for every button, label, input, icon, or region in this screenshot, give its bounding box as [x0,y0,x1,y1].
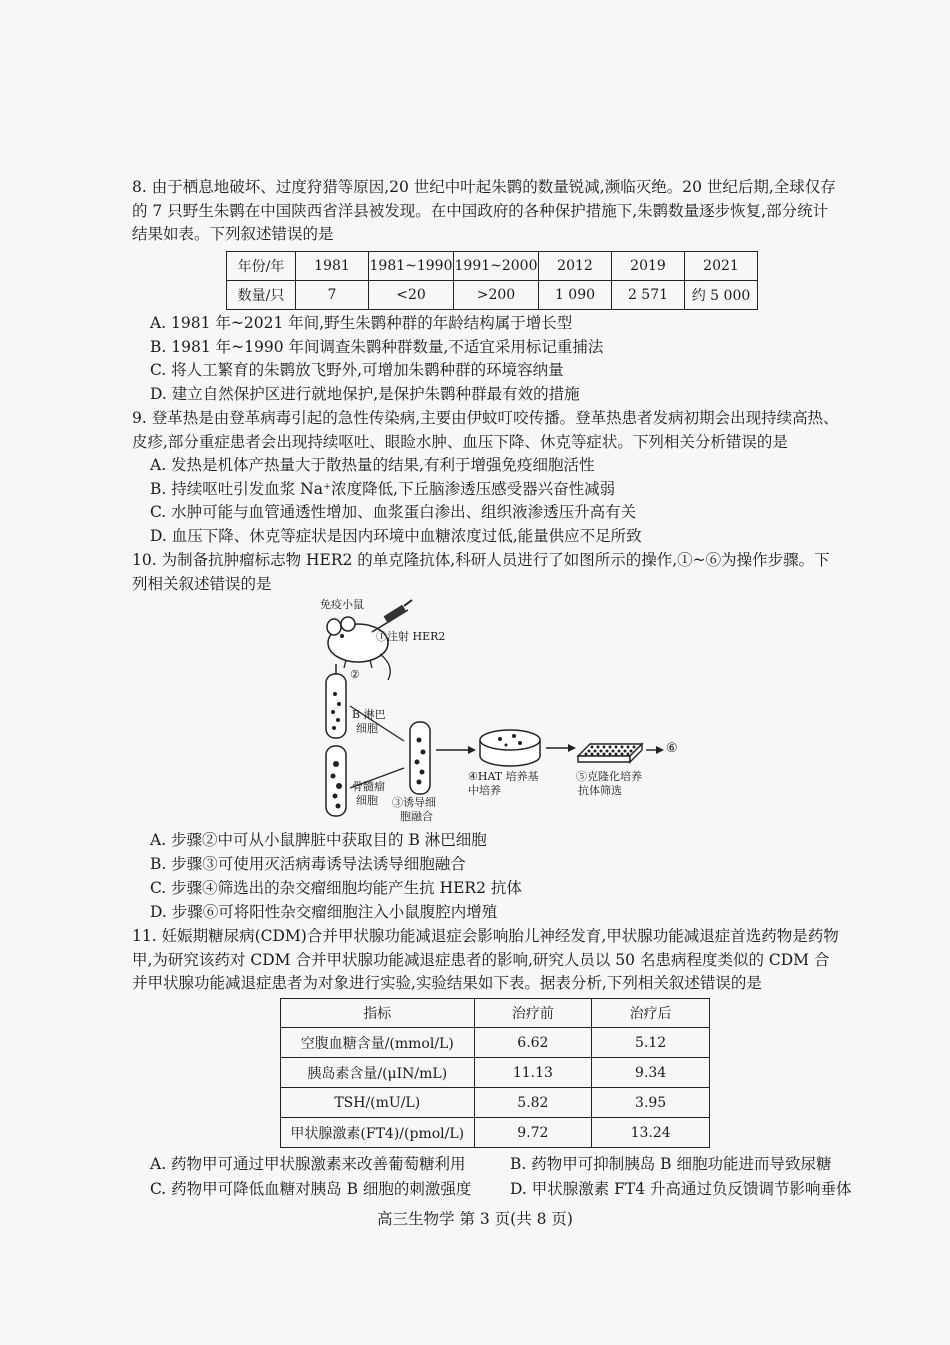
b-cell-label-line1: B 淋巴 [352,708,386,721]
table-cell: 11.13 [474,1058,592,1088]
myeloma-label-line2: 细胞 [356,794,378,807]
page-footer: 高三生物学 第 3 页(共 8 页) [377,1210,573,1228]
question-11-option-a[interactable]: A. 药物甲可通过甲状腺激素来改善葡萄糖利用 [150,1155,466,1173]
table-row [281,1058,710,1088]
table-row [227,281,758,310]
table-cell: 5.12 [592,1028,710,1058]
table-row [281,1118,710,1148]
table-header-row [227,252,758,281]
table-cell: 2019 [612,252,685,281]
step-5-label-line1: ⑤克隆化培养 [576,770,642,783]
table-row [281,1028,710,1058]
step-3-label-line2: 胞融合 [400,810,433,823]
table-cell: 指标 [281,999,475,1028]
table-cell: 3.95 [592,1088,710,1118]
question-10-option-a[interactable]: A. 步骤②中可从小鼠脾脏中获取目的 B 淋巴细胞 [150,831,487,849]
table-cell: >200 [454,281,539,310]
question-11-option-c[interactable]: C. 药物甲可降低血糖对胰岛 B 细胞的刺激强度 [150,1180,472,1198]
table-row [281,1088,710,1118]
table-cell: 9.72 [474,1118,592,1148]
question-10-option-c[interactable]: C. 步骤④筛选出的杂交瘤细胞均能产生抗 HER2 抗体 [150,879,522,897]
table-cell: 1 090 [539,281,612,310]
question-11-option-b[interactable]: B. 药物甲可抑制胰岛 B 细胞功能进而导致尿糖 [510,1155,832,1173]
question-9-option-a[interactable]: A. 发热是机体产热量大于散热量的结果,有利于增强免疫细胞活性 [150,456,595,474]
question-11-text: 11. 妊娠期糖尿病(CDM)合并甲状腺功能减退症会影响胎儿神经发育,甲状腺功能减退症首选药物是药物甲,为研究该药对 CDM 合并甲状腺功能减退症患者的影响,研究人员以 50 名患病程度类似的 CDM 合并甲状腺功能减退症患者为对象进行实验,实验结果如下表。据表分析,下列相关叙述错误的是 [132,927,839,992]
myeloma-tube [326,746,346,816]
question-10-stem [132,549,842,596]
syringe-icon [372,600,412,632]
step-4-label-line1: ④HAT 培养基 [468,770,539,783]
table-cell: 13.24 [592,1118,710,1148]
question-9-option-d[interactable]: D. 血压下降、休克等症状是因内环境中血糖浓度过低,能量供应不足所致 [150,527,642,545]
table-cell: 2012 [539,252,612,281]
question-11-option-d[interactable]: D. 甲状腺激素 FT4 升高通过负反馈调节影响垂体 [510,1180,852,1198]
step-3-label-line1: ③诱导细 [392,796,436,809]
question-9-option-b[interactable]: B. 持续呕吐引发血浆 Na⁺浓度降低,下丘脑渗透压感受器兴奋性减弱 [150,480,616,498]
table-cell: 7 [296,281,369,310]
table-cell: 1981 [296,252,369,281]
question-9-text: 9. 登革热是由登革病毒引起的急性传染病,主要由伊蚊叮咬传播。登革热患者发病初期会出现持续高热、皮疹,部分重症患者会出现持续呕吐、眼睑水肿、血压下降、休克等症状。下列相关分析错误的是 [132,409,839,451]
table-cell: 2 571 [612,281,685,310]
question-11-stem [132,925,842,996]
table-cell: 年份/年 [227,252,296,281]
table-ibis-population [226,251,758,310]
step-4-label-line2: 中培养 [468,784,501,797]
question-8-stem [132,176,842,247]
table-cell: 1981~1990 [369,252,454,281]
myeloma-label-line1: 骨髓瘤 [352,780,385,793]
step-2-label: ② [350,668,360,681]
step-1-label: ①注射 HER2 [376,630,446,643]
question-8-text: 8. 由于栖息地破坏、过度狩猎等原因,20 世纪中叶起朱鹮的数量锐减,濒临灭绝。20 世纪后期,全球仅存的 7 只野生朱鹮在中国陕西省洋县被发现。在中国政府的各种保护措施下,朱鹮数量逐步恢复,部分统计结果如表。下列叙述错误的是 [132,178,836,243]
question-8-option-b[interactable]: B. 1981 年~1990 年间调查朱鹮种群数量,不适宜采用标记重捕法 [150,338,604,356]
fusion-tube [410,722,430,794]
mouse-label: 免疫小鼠 [320,598,364,611]
table-cell: 约 5 000 [685,281,758,310]
multiwell-plate-icon [578,744,642,762]
question-8-option-c[interactable]: C. 将人工繁育的朱鹮放飞野外,可增加朱鹮种群的环境容纳量 [150,361,564,379]
question-10-text: 10. 为制备抗肿瘤标志物 HER2 的单克隆抗体,科研人员进行了如图所示的操作,①~⑥为操作步骤。下列相关叙述错误的是 [132,551,830,593]
table-cell: 2021 [685,252,758,281]
table-cell: 9.34 [592,1058,710,1088]
step-5-label-line2: 抗体筛选 [578,784,622,797]
question-10-option-d[interactable]: D. 步骤⑥可将阳性杂交瘤细胞注入小鼠腹腔内增殖 [150,903,498,921]
question-9-stem [132,407,842,454]
b-cell-label-line2: 细胞 [356,722,378,735]
step-6-label: ⑥ [666,741,678,756]
table-cell: 1991~2000 [454,252,539,281]
table-cell: TSH/(mU/L) [281,1088,475,1118]
table-cell: 5.82 [474,1088,592,1118]
table-cell: 甲状腺激素(FT4)/(pmol/L) [281,1118,475,1148]
table-cell: <20 [369,281,454,310]
table-cell: 6.62 [474,1028,592,1058]
petri-dish-icon [480,730,540,766]
question-9-option-c[interactable]: C. 水肿可能与血管通透性增加、血浆蛋白渗出、组织液渗透压升高有关 [150,503,637,521]
question-8-option-a[interactable]: A. 1981 年~2021 年间,野生朱鹮种群的年龄结构属于增长型 [150,314,573,332]
table-cell: 治疗后 [592,999,710,1028]
antibody-workflow-figure [300,596,690,828]
table-cell: 数量/只 [227,281,296,310]
table-header-row [281,999,710,1028]
question-10-option-b[interactable]: B. 步骤③可使用灭活病毒诱导法诱导细胞融合 [150,855,466,873]
table-cell: 空腹血糖含量/(mmol/L) [281,1028,475,1058]
table-cell: 胰岛素含量/(μIN/mL) [281,1058,475,1088]
table-cell: 治疗前 [474,999,592,1028]
b-lymphocyte-tube [326,674,346,738]
table-treatment-results [280,998,710,1148]
question-8-option-d[interactable]: D. 建立自然保护区进行就地保护,是保护朱鹮种群最有效的措施 [150,385,580,403]
